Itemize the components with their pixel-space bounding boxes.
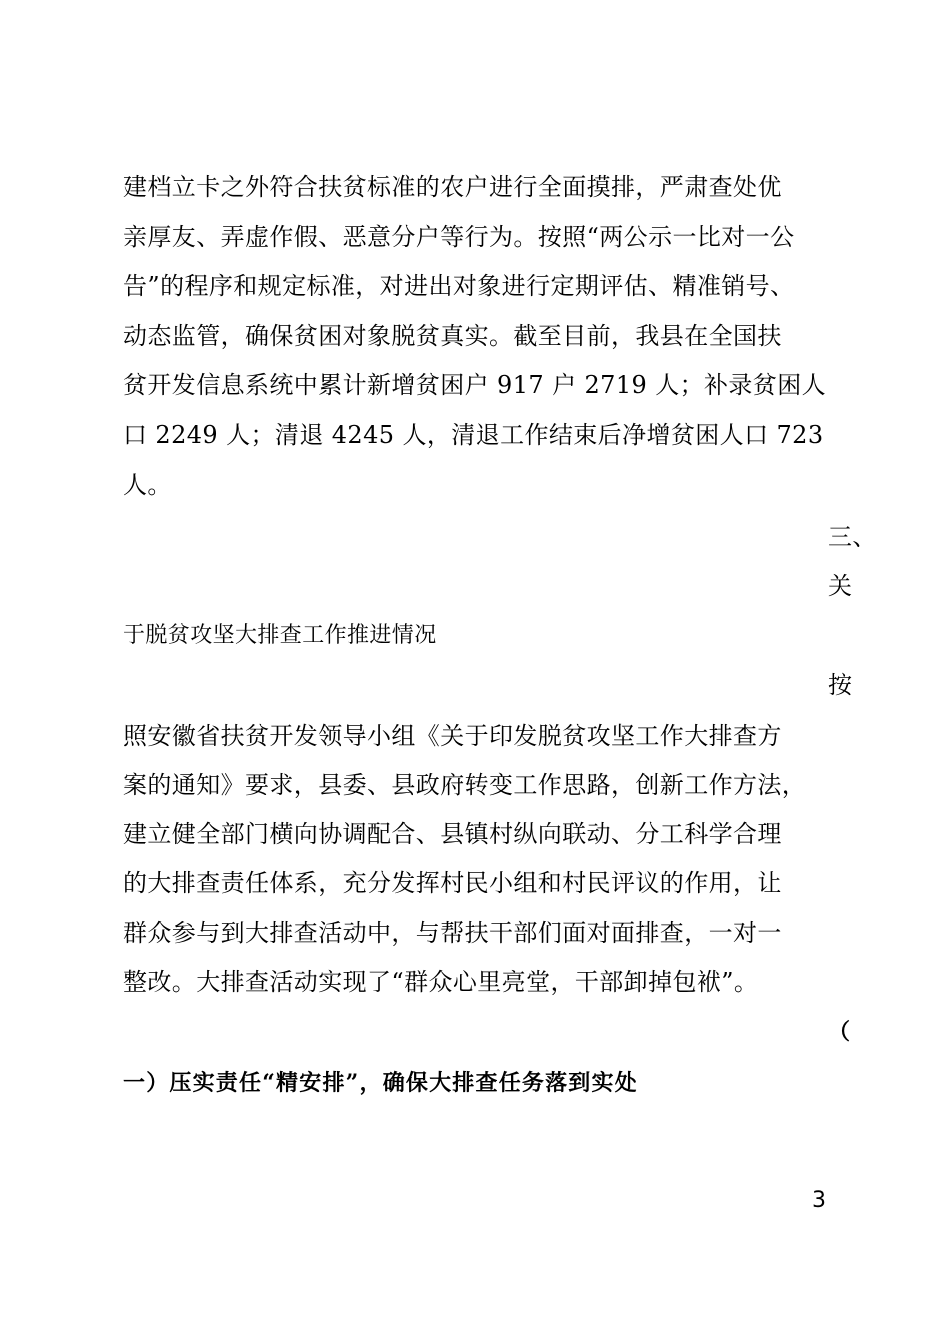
text-line: 口 2249 人；清退 4245 人，清退工作结束后净增贫困人口 723 bbox=[123, 421, 824, 449]
text-line: 建立健全部门横向协调配合、县镇村纵向联动、分工科学合理 bbox=[123, 820, 782, 848]
text-line: 群众参与到大排查活动中，与帮扶干部们面对面排查，一对一 bbox=[123, 919, 782, 947]
text-line-lead: 按 bbox=[828, 671, 853, 699]
text-line: 案的通知》要求，县委、县政府转变工作思路，创新工作方法， bbox=[123, 771, 807, 799]
text-line: 贫开发信息系统中累计新增贫困户 917 户 2719 人；补录贫困人 bbox=[123, 371, 827, 399]
text-line: 建档立卡之外符合扶贫标准的农户进行全面摸排，严肃查处优 bbox=[123, 173, 782, 201]
section-number: 三、 bbox=[828, 523, 877, 551]
text-line: 告”的程序和规定标准，对进出对象进行定期评估、精准销号、 bbox=[123, 272, 795, 300]
subheading: 一）压实责任“精安排”，确保大排查任务落到实处 bbox=[123, 1070, 638, 1096]
text-line: 整改。大排查活动实现了“群众心里亮堂，干部卸掉包袱”。 bbox=[123, 968, 759, 996]
page-number: 3 bbox=[812, 1188, 826, 1213]
text-line: 亲厚友、弄虚作假、恶意分户等行为。按照“两公示一比对一公 bbox=[123, 223, 795, 251]
subheading-paren: （ bbox=[828, 1019, 852, 1045]
text-line: 的大排查责任体系，充分发挥村民小组和村民评议的作用，让 bbox=[123, 869, 782, 897]
text-line: 照安徽省扶贫开发领导小组《关于印发脱贫攻坚工作大排查方 bbox=[123, 722, 782, 750]
section-title-char: 关 bbox=[828, 572, 853, 600]
text-line: 动态监管，确保贫困对象脱贫真实。截至目前，我县在全国扶 bbox=[123, 322, 782, 350]
text-line: 人。 bbox=[123, 471, 172, 499]
section-title: 于脱贫攻坚大排查工作推进情况 bbox=[123, 623, 437, 648]
